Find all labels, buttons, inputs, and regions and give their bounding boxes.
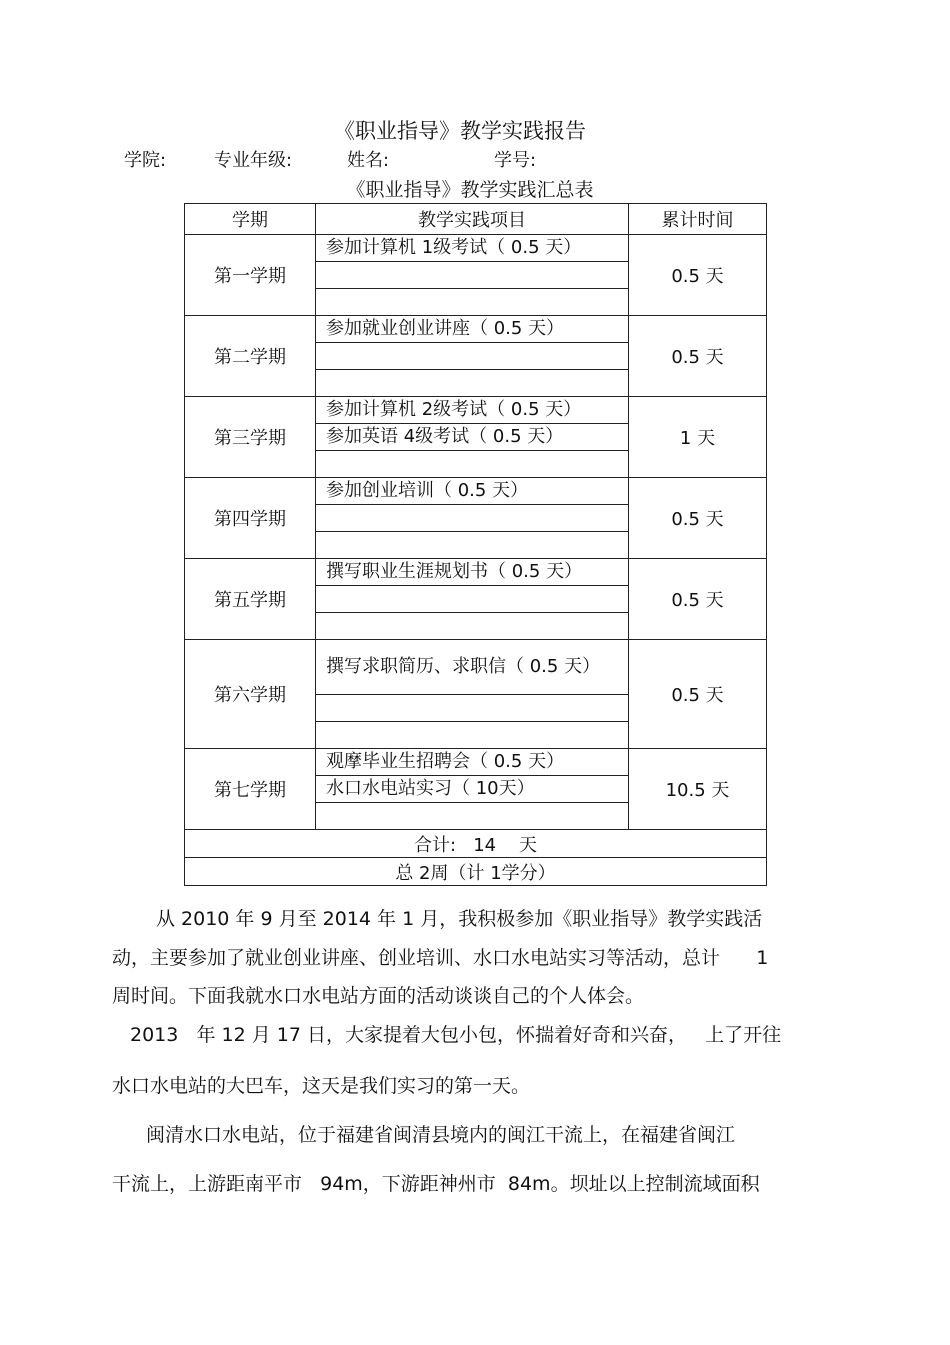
paragraph-1-line-2: 动，主要参加了就业创业讲座、创业培训、水口水电站实习等活动，总计 1 (112, 947, 769, 969)
paragraph-3-line-2: 干流上，上游距南平市 94m，下游距神州市 84m。坝址以上控制流域面积 (112, 1173, 760, 1195)
project-cell (316, 586, 629, 613)
semester-cell: 第三学期 (185, 397, 316, 478)
project-cell: 撰写职业生涯规划书（ 0.5 天） (316, 559, 629, 586)
semester-cell: 第六学期 (185, 640, 316, 749)
semester-cell: 第七学期 (185, 749, 316, 830)
project-cell: 参加就业创业讲座（ 0.5 天） (316, 316, 629, 343)
semester-cell: 第二学期 (185, 316, 316, 397)
time-cell: 0.5 天 (629, 316, 767, 397)
project-cell (316, 505, 629, 532)
paragraph-2-line-2: 水口水电站的大巴车，这天是我们实习的第一天。 (112, 1075, 531, 1097)
project-cell: 观摩毕业生招聘会（ 0.5 天） (316, 749, 629, 776)
project-cell (316, 532, 629, 559)
header-semester: 学期 (185, 204, 316, 235)
table-row (185, 559, 767, 586)
project-cell: 参加计算机 2级考试（ 0.5 天） (316, 397, 629, 424)
table-row (185, 316, 767, 343)
sum-row (185, 830, 767, 858)
table-row (185, 478, 767, 505)
paragraph-2-line-1: 2013 年 12 月 17 日，大家提着大包小包，怀揣着好奇和兴奋， 上了开往 (130, 1024, 782, 1046)
project-cell (316, 722, 629, 749)
table-row (185, 235, 767, 262)
paragraph-3-line-1: 闽清水口水电站，位于福建省闽清县境内的闽江干流上，在福建省闽江 (146, 1124, 736, 1146)
project-cell: 参加创业培训（ 0.5 天） (316, 478, 629, 505)
project-cell: 参加计算机 1级考试（ 0.5 天） (316, 235, 629, 262)
paragraph-1-line-1: 从 2010 年 9 月至 2014 年 1 月，我积极参加《职业指导》教学实践活 (156, 908, 763, 930)
report-title: 《职业指导》教学实践报告 (334, 119, 586, 143)
paragraph-1-line-3: 周时间。下面我就水口水电站方面的活动谈谈自己的个人体会。 (112, 985, 645, 1007)
semester-cell: 第五学期 (185, 559, 316, 640)
table-row (185, 397, 767, 424)
time-cell: 0.5 天 (629, 640, 767, 749)
project-cell (316, 451, 629, 478)
table-row (185, 640, 767, 695)
project-cell (316, 695, 629, 722)
project-cell (316, 289, 629, 316)
time-cell: 0.5 天 (629, 478, 767, 559)
project-cell (316, 613, 629, 640)
total-row (185, 858, 767, 886)
total-cell: 总 2周（计 1学分） (185, 858, 767, 886)
project-cell (316, 370, 629, 397)
project-cell (316, 803, 629, 830)
student-id-label: 学号: (494, 150, 537, 171)
semester-cell: 第四学期 (185, 478, 316, 559)
time-cell: 0.5 天 (629, 559, 767, 640)
college-label: 学院: (124, 150, 167, 171)
name-label: 姓名: (347, 150, 390, 171)
summary-table (184, 203, 767, 886)
time-cell: 10.5 天 (629, 749, 767, 830)
semester-cell: 第一学期 (185, 235, 316, 316)
time-cell: 1 天 (629, 397, 767, 478)
table-row (185, 749, 767, 776)
project-cell (316, 262, 629, 289)
project-cell: 撰写求职简历、求职信（ 0.5 天） (316, 640, 629, 695)
project-cell (316, 343, 629, 370)
major-label: 专业年级: (214, 150, 293, 171)
project-cell: 参加英语 4级考试（ 0.5 天） (316, 424, 629, 451)
header-project: 教学实践项目 (316, 204, 629, 235)
project-cell: 水口水电站实习（ 10天） (316, 776, 629, 803)
sum-cell: 合计: 14 天 (185, 830, 767, 858)
table-title: 《职业指导》教学实践汇总表 (346, 179, 594, 201)
time-cell: 0.5 天 (629, 235, 767, 316)
header-time: 累计时间 (629, 204, 767, 235)
table-header-row (185, 204, 767, 235)
